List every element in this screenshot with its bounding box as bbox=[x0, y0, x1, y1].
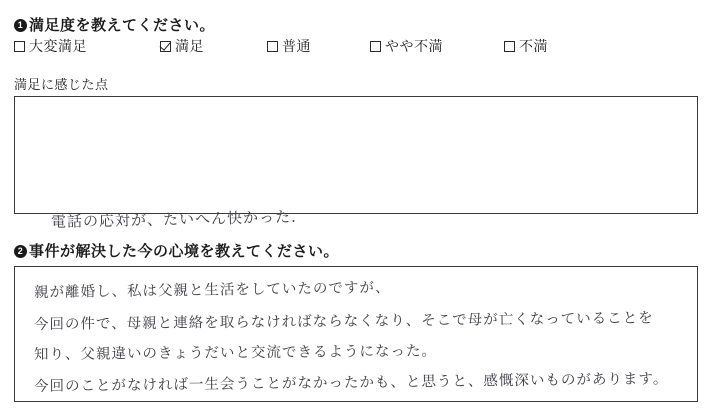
checkbox-neutral[interactable] bbox=[267, 41, 278, 52]
question-1-answer-box[interactable] bbox=[14, 96, 698, 231]
choice-neutral[interactable] bbox=[267, 36, 311, 56]
choice-label-satisfied: 満足 bbox=[175, 38, 204, 54]
choice-label-dissatisfied: 不満 bbox=[519, 38, 548, 54]
question-2-handwritten-line-2: 今回の件で、母親と連絡を取らなければならなくなり、そこで母が亡くなっていることを bbox=[33, 310, 654, 333]
choice-label-somewhat-dissatisfied: やや不満 bbox=[385, 38, 443, 54]
question-2-heading bbox=[14, 240, 339, 261]
question-2-heading-text: 事件が解決した今の心境を教えてください。 bbox=[29, 243, 340, 260]
choice-label-very-satisfied: 大変満足 bbox=[29, 38, 87, 54]
choice-somewhat-dissatisfied[interactable] bbox=[370, 36, 443, 56]
question-1-choices bbox=[14, 36, 698, 58]
checkbox-dissatisfied[interactable] bbox=[504, 41, 515, 52]
question-1-heading-text: 満足度を教えてください。 bbox=[29, 17, 216, 34]
question-1-sub-label: 満足に感じた点 bbox=[14, 77, 109, 92]
checkbox-somewhat-dissatisfied[interactable] bbox=[370, 41, 381, 52]
question-1-number: 1 bbox=[14, 19, 27, 32]
question-2-handwritten-line-4: 今回のことがなければ一生会うことがなかったかも、と思うと、感慨深いものがあります。 bbox=[33, 371, 669, 395]
choice-satisfied[interactable] bbox=[160, 36, 204, 56]
question-1-heading bbox=[14, 14, 215, 35]
checkbox-very-satisfied[interactable] bbox=[14, 41, 25, 52]
choice-label-neutral: 普通 bbox=[282, 38, 311, 54]
question-1-handwritten-line-1: 電話の応対が、たいへん快かった. bbox=[50, 207, 297, 231]
checkbox-satisfied[interactable] bbox=[160, 41, 171, 52]
question-2-handwritten-line-1: 親が離婚し、私は父親と生活をしていたのですが、 bbox=[33, 280, 391, 301]
choice-dissatisfied[interactable] bbox=[504, 36, 548, 56]
choice-very-satisfied[interactable] bbox=[14, 36, 87, 56]
question-2-handwritten-line-3: 知り、父親違いのきょうだいと交流できるようになった。 bbox=[33, 343, 438, 363]
question-2-number: 2 bbox=[14, 245, 27, 258]
